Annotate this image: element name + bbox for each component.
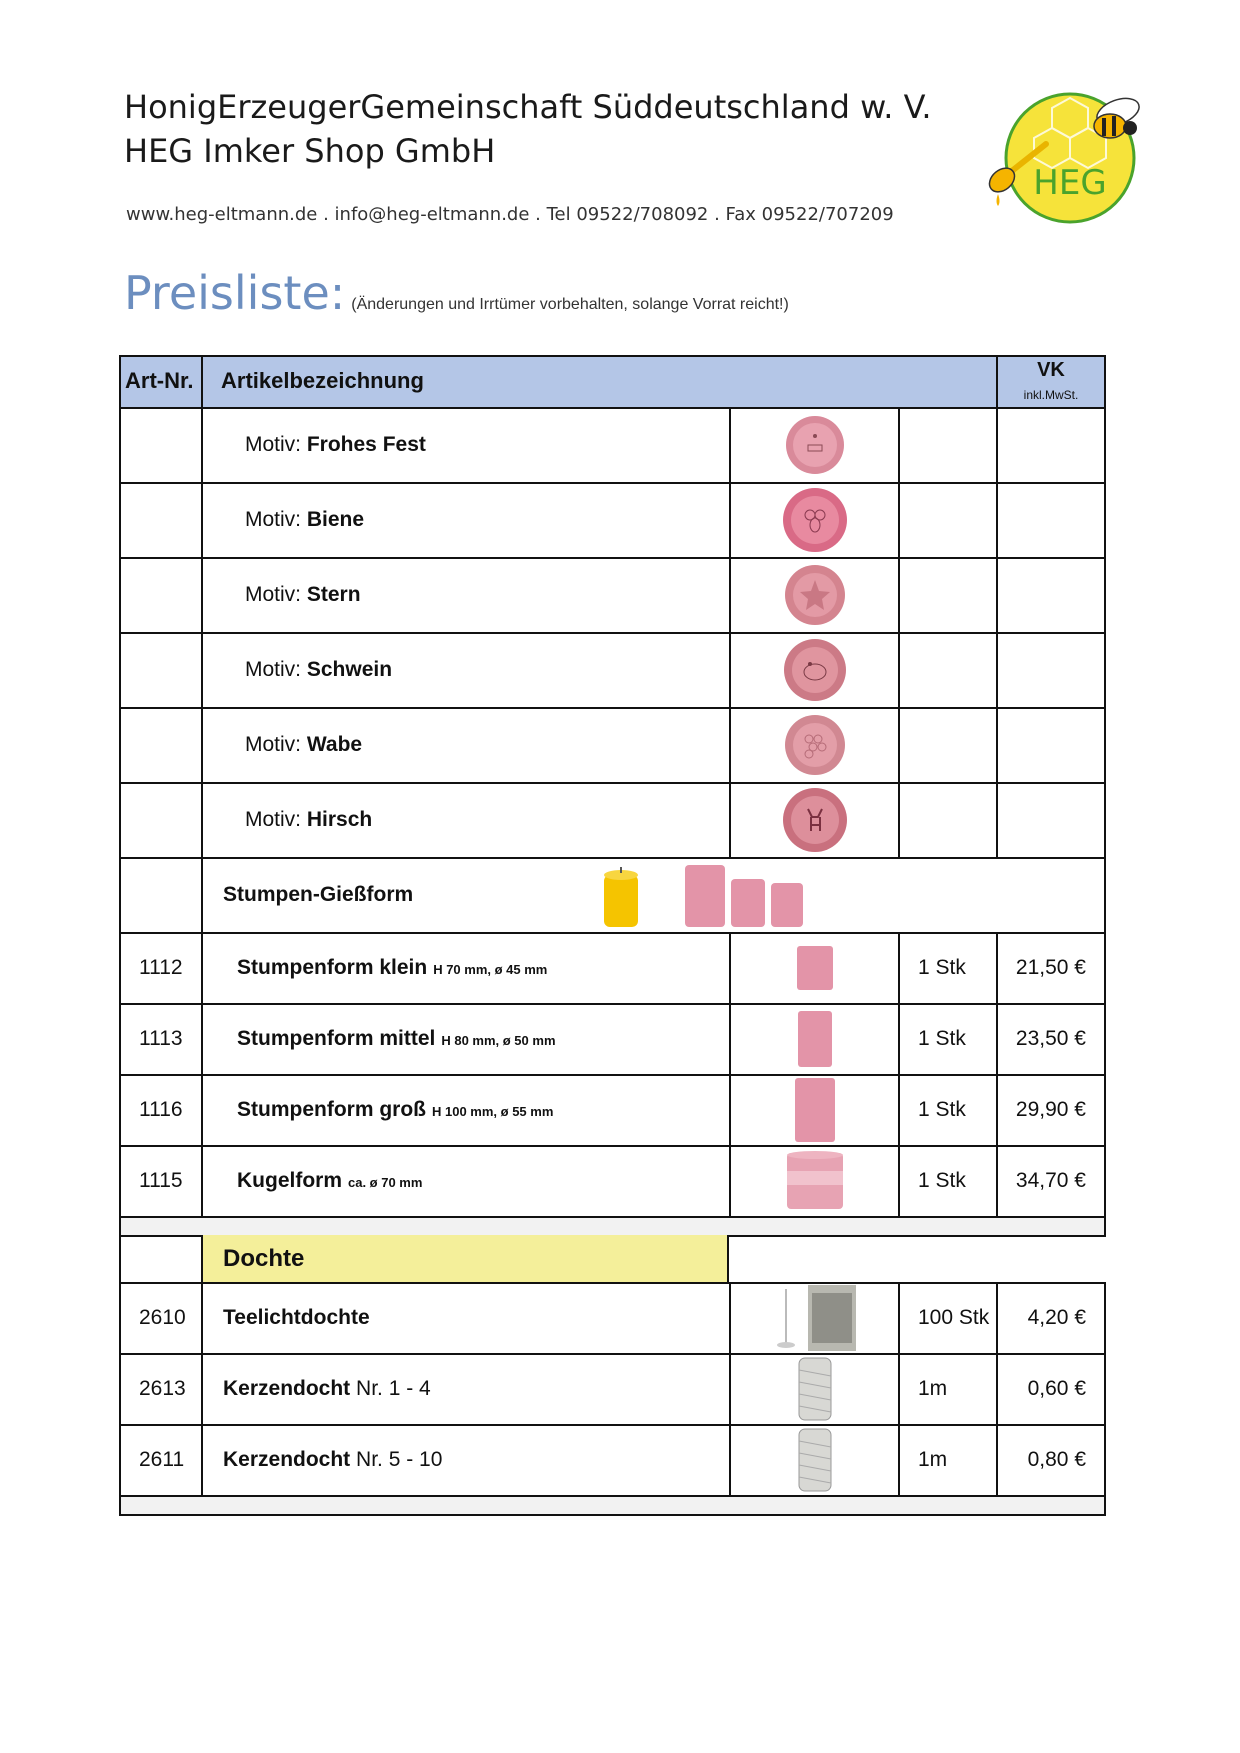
kugelform-icon (785, 1149, 845, 1213)
motiv-label: Motiv: Biene (245, 507, 365, 531)
org-name-line2: HEG Imker Shop GmbH (124, 132, 496, 170)
item-label: Stumpenform groß H 100 mm, ø 55 mm (237, 1097, 554, 1121)
table-row (119, 1353, 1106, 1424)
contact-line: www.heg-eltmann.de . info@heg-eltmann.de . Tel 09522/708092 . Fax 09522/707209 (126, 204, 894, 225)
motiv-label: Motiv: Frohes Fest (245, 432, 426, 456)
qty: 1 Stk (918, 1097, 966, 1121)
table-row (119, 1282, 1106, 1353)
stumpenform-mittel-icon (795, 1009, 835, 1069)
table-row (119, 782, 1106, 857)
motiv-label: Motiv: Stern (245, 582, 361, 606)
title-row (124, 266, 789, 320)
section-stumpen-heading: Stumpen-Gießform (223, 882, 414, 906)
page-title: Preisliste: (124, 266, 346, 320)
table-row (119, 1235, 1106, 1282)
molds-set-icon (683, 863, 807, 929)
teelichtdochte-icon (770, 1283, 860, 1353)
price: 0,80 € (1027, 1447, 1086, 1471)
art-nr: 1112 (139, 955, 183, 979)
yellow-candle-icon (601, 865, 641, 929)
price: 21,50 € (1015, 955, 1086, 979)
art-nr: 1115 (139, 1168, 183, 1192)
bee-icon (1093, 93, 1143, 138)
table-row (119, 1145, 1106, 1216)
item-label: Stumpenform mittel H 80 mm, ø 50 mm (237, 1026, 556, 1050)
qty: 1m (918, 1447, 948, 1471)
col-vk-sub: inkl.MwSt. (1023, 388, 1079, 402)
table-row (119, 1424, 1106, 1495)
price: 0,60 € (1027, 1376, 1086, 1400)
table-row (119, 1003, 1106, 1074)
mold-stern-icon (782, 564, 848, 626)
price: 4,20 € (1027, 1305, 1086, 1329)
heg-logo (978, 86, 1158, 226)
table-row (119, 857, 1106, 932)
qty: 100 Stk (918, 1305, 990, 1329)
spacer-row (119, 1218, 1106, 1235)
qty: 1m (918, 1376, 948, 1400)
mold-wabe-icon (782, 714, 848, 776)
art-nr: 1116 (139, 1097, 183, 1121)
item-label: Kerzendocht Nr. 5 - 10 (223, 1447, 443, 1471)
col-vk: VK (1037, 359, 1065, 381)
mold-frohes-fest-icon (782, 415, 848, 475)
table-row (119, 407, 1106, 482)
qty: 1 Stk (918, 1026, 966, 1050)
col-bezeichnung: Artikelbezeichnung (221, 368, 424, 393)
art-nr: 1113 (139, 1026, 183, 1050)
kerzendocht-spool-icon (795, 1354, 835, 1424)
item-label: Kugelform ca. ø 70 mm (237, 1168, 423, 1192)
table-row (119, 932, 1106, 1003)
table-row (119, 707, 1106, 782)
spacer-row (119, 1497, 1106, 1514)
motiv-label: Motiv: Hirsch (245, 807, 373, 831)
org-name-line1: HonigErzeugerGemeinschaft Süddeutschland w. V. (124, 88, 932, 126)
table-row (119, 482, 1106, 557)
table-row (119, 557, 1106, 632)
mold-hirsch-icon (782, 787, 848, 853)
col-art-nr: Art-Nr. (125, 368, 194, 393)
price: 34,70 € (1015, 1168, 1086, 1192)
table-row (119, 632, 1106, 707)
table-row (119, 1074, 1106, 1145)
qty: 1 Stk (918, 955, 966, 979)
art-nr: 2613 (139, 1376, 186, 1400)
item-label: Stumpenform klein H 70 mm, ø 45 mm (237, 955, 548, 979)
table-header (119, 355, 1106, 407)
stumpenform-klein-icon (795, 944, 835, 992)
price: 23,50 € (1015, 1026, 1086, 1050)
item-label: Kerzendocht Nr. 1 - 4 (223, 1376, 431, 1400)
mold-biene-icon (782, 487, 848, 553)
price: 29,90 € (1015, 1097, 1086, 1121)
kerzendocht-spool-icon (795, 1425, 835, 1495)
section-dochte-heading: Dochte (223, 1244, 305, 1272)
item-label: Teelichtdochte (223, 1305, 370, 1329)
art-nr: 2611 (139, 1447, 185, 1471)
svg-text:HEG: HEG (1033, 163, 1107, 203)
motiv-label: Motiv: Wabe (245, 732, 363, 756)
motiv-label: Motiv: Schwein (245, 657, 393, 681)
art-nr: 2610 (139, 1305, 186, 1329)
page-subtitle: (Änderungen und Irrtümer vorbehalten, solange Vorrat reicht!) (351, 296, 789, 313)
mold-schwein-icon (782, 638, 848, 702)
qty: 1 Stk (918, 1168, 966, 1192)
stumpenform-gross-icon (793, 1076, 837, 1144)
